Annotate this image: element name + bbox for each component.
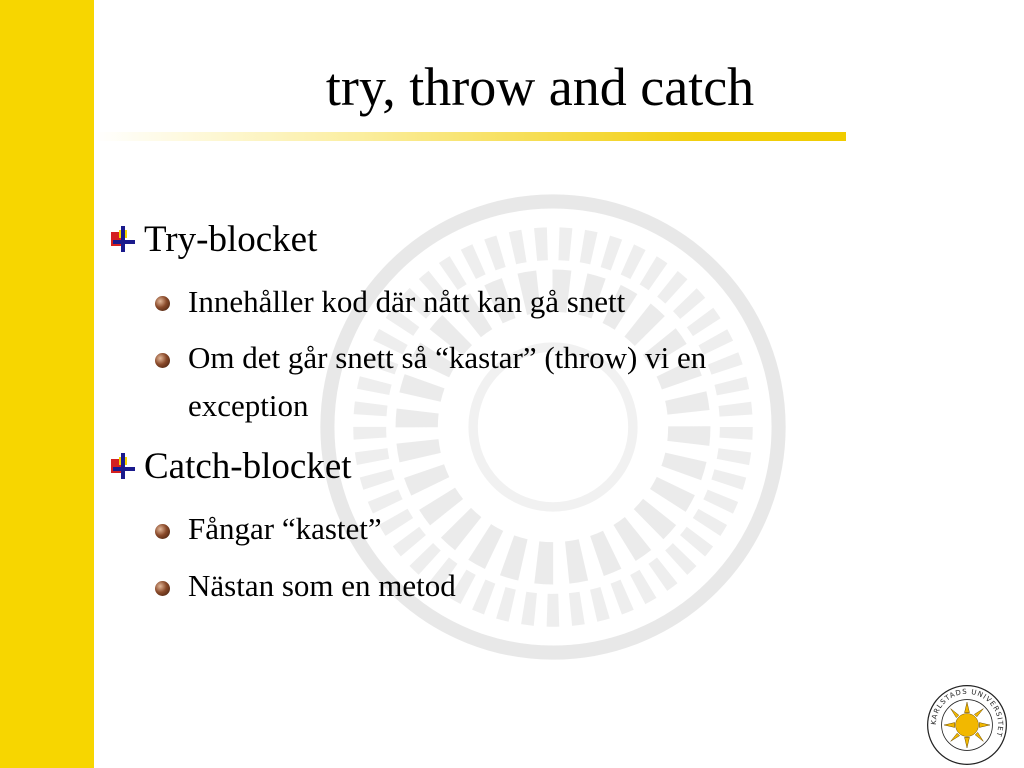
slide-title: try, throw and catch [325, 57, 755, 117]
subitem-text: Nästan som en metod [188, 568, 456, 603]
plus-bullet-icon [107, 224, 137, 254]
plus-bullet-icon [107, 451, 137, 481]
subitem-text: Fångar “kastet” [188, 511, 382, 546]
round-bullet-icon [155, 353, 170, 368]
round-bullet-icon [155, 581, 170, 596]
subitem-text-continued: exception [188, 388, 309, 423]
logo-text: KARLSTADS UNIVERSITET [929, 687, 1005, 739]
bullet-try-blocket: Try-blocket [144, 219, 318, 260]
bullet-catch-blocket: Catch-blocket [144, 446, 352, 487]
subitem-text: Om det går snett så “kastar” (throw) vi en [188, 340, 707, 375]
round-bullet-icon [155, 296, 170, 311]
university-logo [926, 684, 1008, 766]
round-bullet-icon [155, 524, 170, 539]
subitem-text: Innehåller kod där nått kan gå snett [188, 284, 626, 319]
